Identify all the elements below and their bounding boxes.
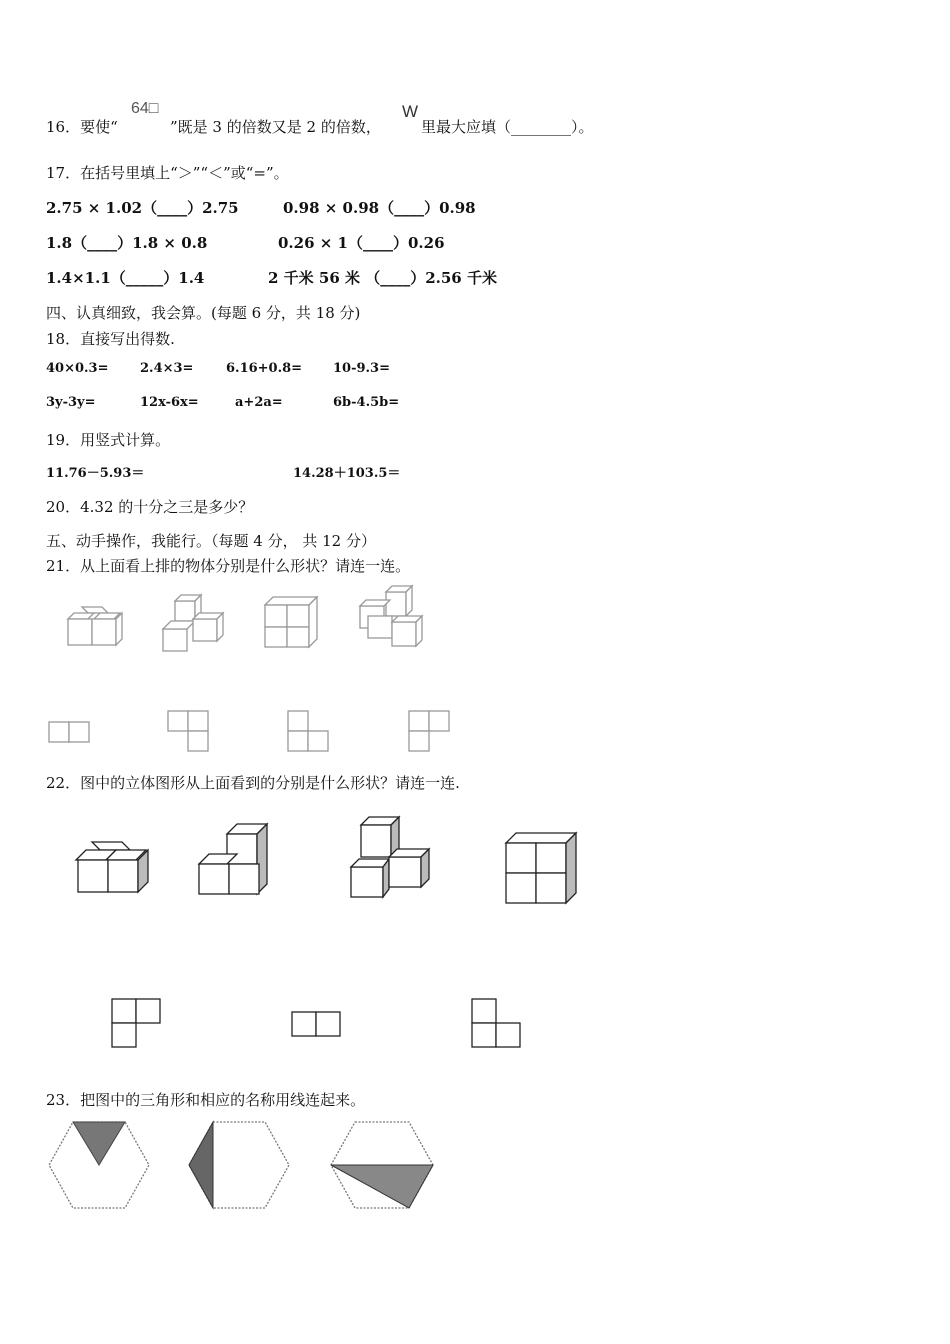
section-5-heading: 五、动手操作，我能行。（每题 4 分， 共 12 分）	[46, 532, 376, 550]
q21-title: 21．从上面看上排的物体分别是什么形状？请连一连。	[46, 557, 411, 575]
q23-hexagon-1	[47, 1120, 151, 1212]
q18-item: 6b-4.5b=	[333, 395, 400, 410]
q17-item: 1.4×1.1（_____）1.4	[46, 269, 205, 287]
q16-line	[46, 116, 118, 137]
q21-solid-4	[360, 586, 424, 650]
q22-view-3	[471, 998, 525, 1052]
q18-item: 6.16+0.8=	[226, 361, 303, 376]
q17-item: 2 千米 56 米 （____）2.56 千米	[268, 269, 497, 287]
q23-title: 23．把图中的三角形和相应的名称用线连起来。	[46, 1091, 366, 1109]
q16-text-2: ”既是 3 的倍数又是 2 的倍数，	[170, 118, 381, 136]
q17-item: 0.26 × 1（____）0.26	[278, 234, 445, 252]
q19-title: 19．用竖式计算。	[46, 431, 171, 449]
q22-title: 22．图中的立体图形从上面看到的分别是什么形状？请连一连.	[46, 774, 460, 792]
q22-view-2	[291, 1011, 345, 1039]
q17-item: 2.75 × 1.02（____）2.75	[46, 199, 239, 217]
q19-item: 14.28＋103.5＝	[293, 466, 401, 481]
section-4-heading: 四、认真细致，我会算。(每题 6 分，共 18 分)	[46, 304, 361, 322]
q17-item: 1.8（____）1.8 × 0.8	[46, 234, 208, 252]
q16-w-symbol: W	[402, 102, 419, 121]
q18-item: 12x-6x=	[140, 395, 199, 410]
q23-hexagon-3	[329, 1120, 435, 1212]
q20-text: 20．4.32 的十分之三是多少？	[46, 498, 254, 516]
q22-solid-1	[76, 840, 152, 896]
q16-text-1: 要使“	[80, 118, 118, 136]
q16-number-box: 64□	[131, 100, 159, 117]
q21-solid-3	[265, 597, 321, 651]
q18-item: a+2a=	[235, 395, 283, 410]
q22-view-1	[111, 998, 165, 1052]
q16-text-3: 里最大应填（________）。	[421, 118, 594, 136]
q22-solid-4	[504, 831, 580, 907]
q18-item: 3y-3y=	[46, 395, 96, 410]
q19-item: 11.76－5.93＝	[46, 466, 145, 481]
q18-title: 18．直接写出得数.	[46, 330, 175, 348]
q23-hexagon-2	[187, 1120, 291, 1212]
q18-item: 2.4×3=	[140, 361, 194, 376]
q23-shaded-triangle	[189, 1122, 213, 1208]
q21-view-2	[167, 710, 211, 754]
q22-solid-3	[349, 815, 435, 901]
q18-item: 10-9.3=	[333, 361, 390, 376]
q21-solid-1	[68, 605, 128, 655]
q21-view-1	[48, 721, 92, 745]
q21-view-3	[287, 710, 331, 754]
q18-item: 40×0.3=	[46, 361, 109, 376]
q17-item: 0.98 × 0.98（____）0.98	[283, 199, 476, 217]
q21-solid-2	[163, 593, 225, 655]
q22-solid-2	[197, 822, 273, 898]
q17-title: 17．在括号里填上“＞”“＜”或“=”。	[46, 164, 289, 182]
q16-number: 16．	[46, 118, 81, 136]
q21-view-4	[408, 710, 452, 754]
